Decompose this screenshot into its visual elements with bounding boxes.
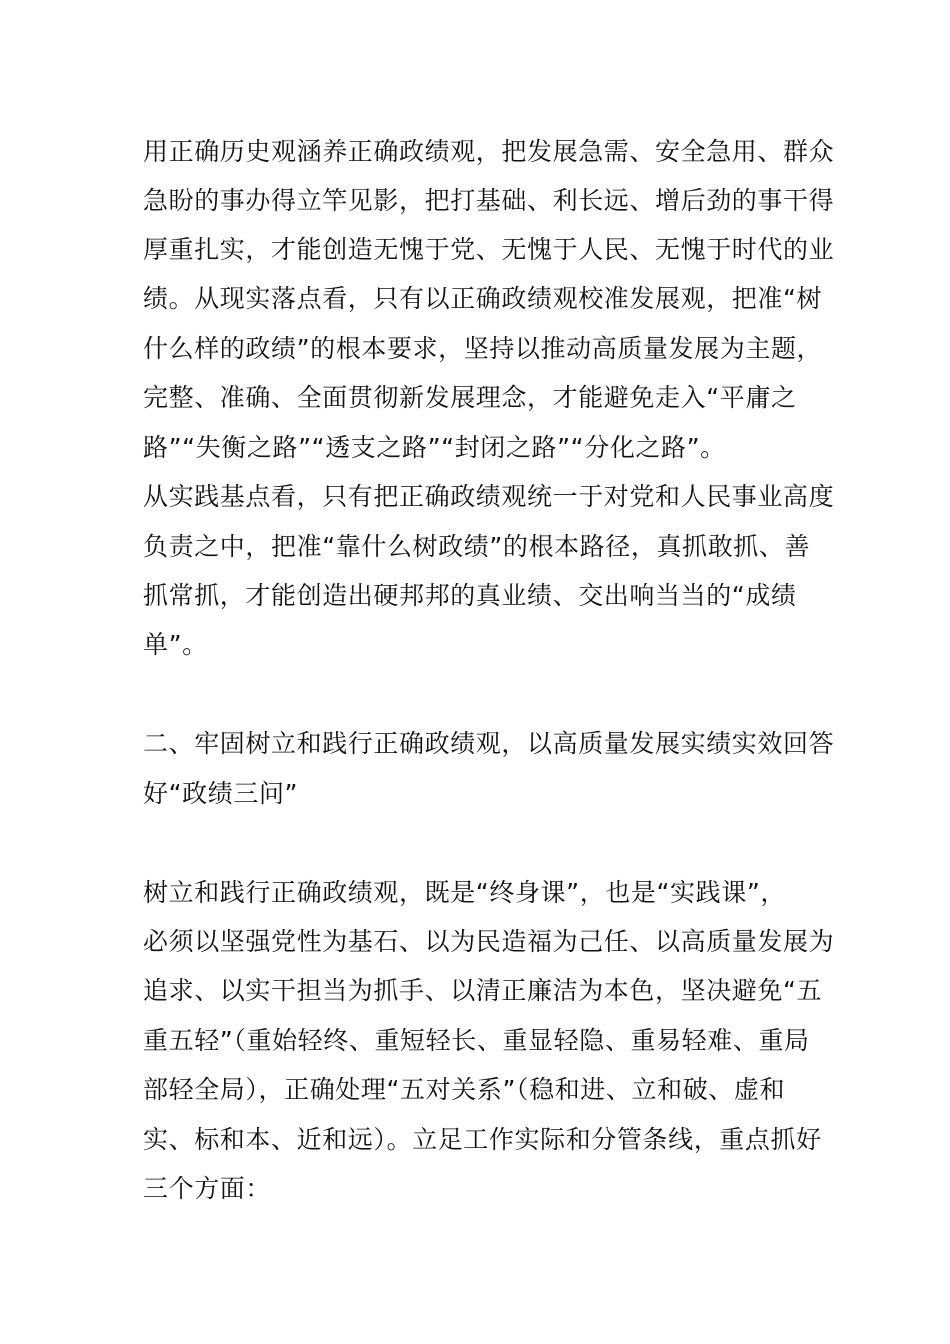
- text-line: 抓常抓，才能创造出硬邦邦的真业绩、交出响当当的“成绩: [143, 581, 797, 610]
- text-line: 用正确历史观涵养正确政绩观，把发展急需、安全急用、群众: [143, 137, 835, 166]
- text-line: 树立和践行正确政绩观，既是“终身课”，也是“实践课”，: [143, 878, 787, 907]
- text-line: 三个方面：: [143, 1174, 272, 1203]
- text-line: 从实践基点看，只有把正确政绩观统一于对党和人民事业高度: [143, 482, 835, 511]
- text-line: 单”。: [143, 630, 208, 659]
- text-line: 追求、以实干担当为抓手、以清正廉洁为本色，坚决避免“五: [143, 976, 823, 1005]
- text-line: 厚重扎实，才能创造无愧于党、无愧于人民、无愧于时代的业: [143, 235, 835, 264]
- text-line: 部轻全局），正确处理“五对关系”（稳和进、立和破、虚和: [143, 1075, 786, 1104]
- text-line: 急盼的事办得立竿见影，把打基础、利长远、增后劲的事干得: [143, 186, 835, 215]
- heading-line: 二、牢固树立和践行正确政绩观，以高质量发展实绩实效回答: [143, 729, 835, 758]
- heading-line: 好“政绩三问”: [143, 779, 299, 808]
- text-line: 完整、准确、全面贯彻新发展理念，才能避免走入“平庸之: [143, 383, 797, 412]
- text-line: 什么样的政绩”的根本要求，坚持以推动高质量发展为主题，: [143, 334, 823, 363]
- text-line: 实、标和本、近和远）。立足工作实际和分管条线，重点抓好: [143, 1125, 822, 1154]
- text-line: 负责之中，把准“靠什么树政绩”的根本路径，真抓敢抓、善: [143, 532, 811, 561]
- text-line: 路”“失衡之路”“透支之路”“封闭之路”“分化之路”。: [143, 433, 726, 462]
- text-line: 绩。从现实落点看，只有以正确政绩观校准发展观，把准“树: [143, 284, 823, 313]
- text-line: 重五轻”（重始轻终、重短轻长、重显轻隐、重易轻难、重局: [143, 1026, 810, 1055]
- text-line: 必须以坚强党性为基石、以为民造福为己任、以高质量发展为: [143, 927, 835, 956]
